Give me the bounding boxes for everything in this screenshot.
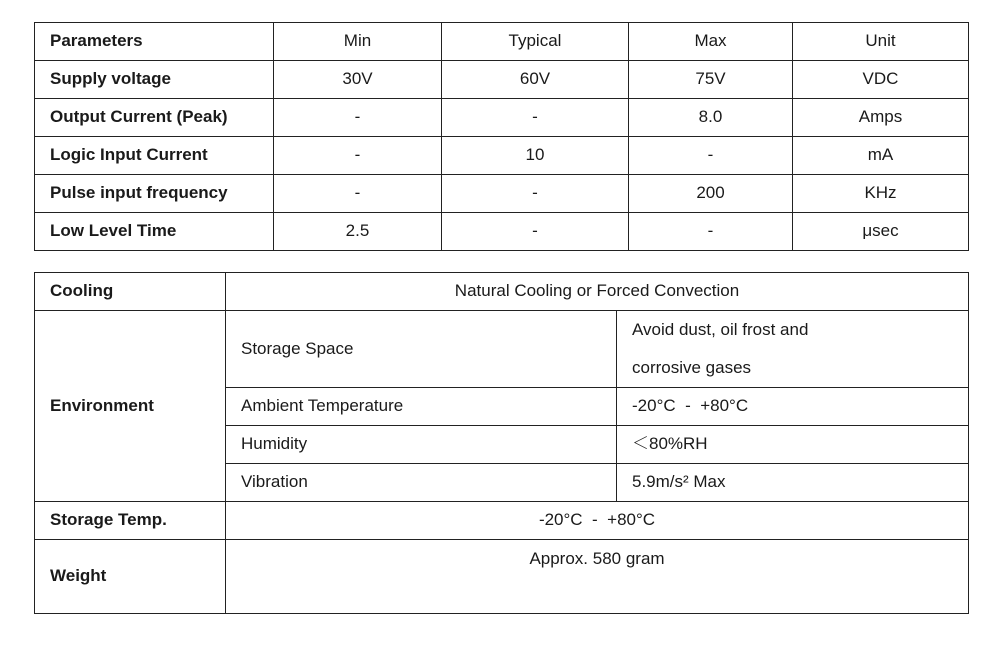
- storage-temp-label: Storage Temp.: [35, 502, 226, 540]
- row-label: Pulse input frequency: [35, 175, 274, 213]
- ambient-temperature-value: -20°C - +80°C: [617, 388, 969, 426]
- vibration-label: Vibration: [226, 464, 617, 502]
- cell-typical: 10: [442, 137, 629, 175]
- cell-min: -: [274, 137, 442, 175]
- table-row: [35, 61, 969, 99]
- cell-typical: -: [442, 213, 629, 251]
- header-unit: Unit: [793, 23, 969, 61]
- storage-space-value-line1: Avoid dust, oil frost and: [632, 320, 809, 339]
- weight-row: [35, 540, 969, 614]
- cell-max: -: [629, 137, 793, 175]
- cell-min: 30V: [274, 61, 442, 99]
- cell-min: -: [274, 99, 442, 137]
- environment-label: Environment: [35, 311, 226, 502]
- cell-max: 200: [629, 175, 793, 213]
- cooling-label: Cooling: [35, 273, 226, 311]
- storage-space-label: Storage Space: [226, 311, 617, 388]
- table-row: [35, 137, 969, 175]
- storage-space-value-line2: corrosive gases: [632, 358, 752, 377]
- row-label: Logic Input Current: [35, 137, 274, 175]
- storage-temp-value: -20°C - +80°C: [226, 502, 969, 540]
- electrical-spec-table: [34, 22, 969, 251]
- cooling-value: Natural Cooling or Forced Convection: [226, 273, 969, 311]
- cell-unit: Amps: [793, 99, 969, 137]
- cell-typical: -: [442, 99, 629, 137]
- cell-unit: mA: [793, 137, 969, 175]
- table-header-row: [35, 23, 969, 61]
- storage-space-value: [617, 311, 969, 388]
- vibration-value: 5.9m/s² Max: [617, 464, 969, 502]
- cell-max: 8.0: [629, 99, 793, 137]
- cell-unit: μsec: [793, 213, 969, 251]
- environment-spec-table: [34, 272, 969, 614]
- weight-label: Weight: [35, 540, 226, 614]
- header-typical: Typical: [442, 23, 629, 61]
- cell-max: 75V: [629, 61, 793, 99]
- table-row: [35, 175, 969, 213]
- cooling-row: [35, 273, 969, 311]
- storage-temp-row: [35, 502, 969, 540]
- humidity-value: ＜80%RH: [617, 426, 969, 464]
- header-min: Min: [274, 23, 442, 61]
- cell-unit: KHz: [793, 175, 969, 213]
- row-label: Supply voltage: [35, 61, 274, 99]
- cell-min: -: [274, 175, 442, 213]
- cell-unit: VDC: [793, 61, 969, 99]
- cell-typical: -: [442, 175, 629, 213]
- cell-typical: 60V: [442, 61, 629, 99]
- row-label: Low Level Time: [35, 213, 274, 251]
- cell-min: 2.5: [274, 213, 442, 251]
- environment-row-storage-space: [35, 311, 969, 388]
- ambient-temperature-label: Ambient Temperature: [226, 388, 617, 426]
- table-row: [35, 213, 969, 251]
- table-row: [35, 99, 969, 137]
- header-parameters: Parameters: [35, 23, 274, 61]
- cell-max: -: [629, 213, 793, 251]
- header-max: Max: [629, 23, 793, 61]
- weight-value: Approx. 580 gram: [226, 540, 969, 614]
- row-label: Output Current (Peak): [35, 99, 274, 137]
- humidity-label: Humidity: [226, 426, 617, 464]
